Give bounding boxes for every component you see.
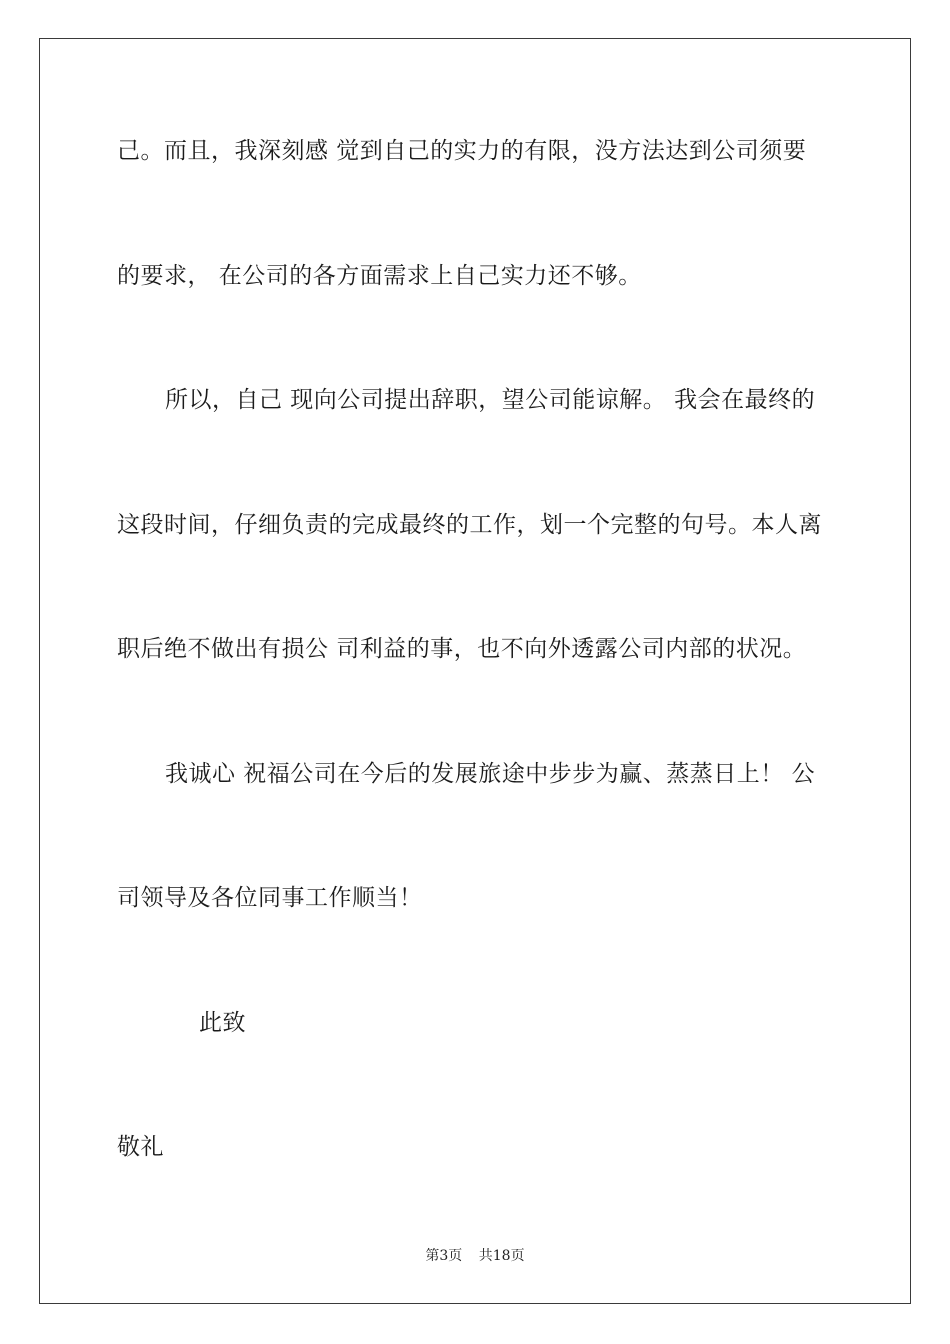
- text-line-7: 司领导及各位同事工作顺当！: [117, 885, 423, 911]
- page-border: [39, 38, 911, 1304]
- closing-salutation: 此致: [199, 1010, 246, 1036]
- page-number: 第3页: [425, 1248, 463, 1264]
- text-line-3: 所以，自己 现向公司提出辞职，望公司能谅解。 我会在最终的: [165, 387, 816, 413]
- text-line-5: 职后绝不做出有损公 司利益的事，也不向外透露公司内部的状况。: [117, 636, 807, 662]
- text-line-6: 我诚心 祝福公司在今后的发展旅途中步步为赢、蒸蒸日上！ 公: [165, 761, 816, 787]
- page-total: 共18页: [478, 1248, 525, 1264]
- text-line-1: 己。而且，我深刻感 觉到自己的实力的有限，没方法达到公司须要: [117, 138, 807, 164]
- text-line-4: 这段时间，仔细负责的完成最终的工作，划一个完整的句号。本人离: [117, 512, 822, 538]
- text-line-2: 的要求， 在公司的各方面需求上自己实力还不够。: [117, 263, 642, 289]
- page-footer: [0, 1247, 950, 1265]
- closing-regards: 敬礼: [117, 1134, 164, 1160]
